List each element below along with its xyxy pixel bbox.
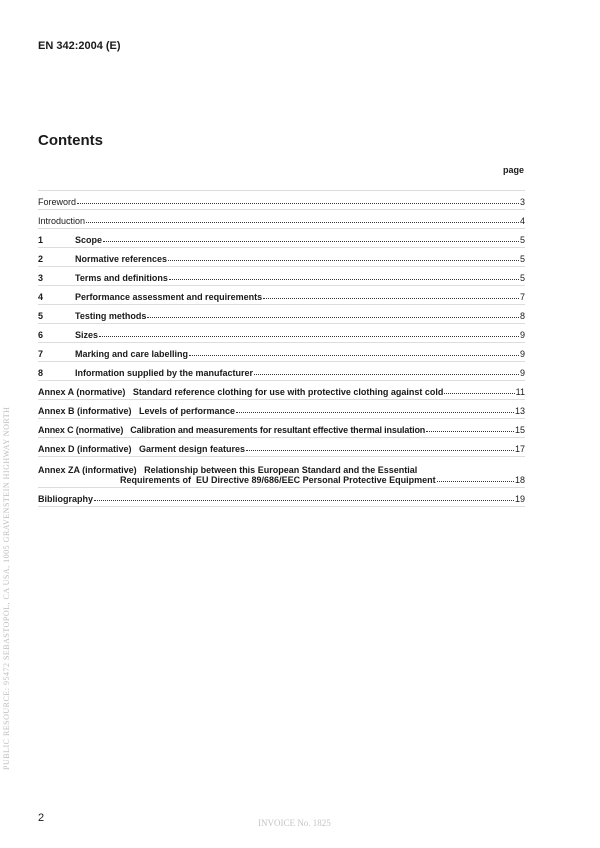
toc-entry-annex-za[interactable] — [38, 457, 525, 488]
toc-entry-introduction[interactable] — [38, 210, 525, 229]
toc-entry-label-line1: Annex ZA (informative) Relationship between this European Standard and the Essential — [38, 465, 418, 475]
toc-entry-page: 17 — [514, 444, 525, 454]
dot-leader — [86, 222, 519, 223]
dot-leader — [254, 374, 519, 375]
invoice-stamp: INVOICE No. 1825 — [258, 818, 331, 828]
toc-entry-label: Scope — [75, 235, 103, 245]
toc-entry-page: 13 — [514, 406, 525, 416]
page-column-label: page — [502, 165, 524, 175]
toc-entry-label: Normative references — [75, 254, 168, 264]
toc-entry-label: Information supplied by the manufacturer — [75, 368, 254, 378]
toc-entry-page: 18 — [514, 475, 525, 485]
dot-leader — [189, 355, 519, 356]
side-watermark: PUBLIC RESOURCE: 95472 SEBASTOPOL, CA USA, 1005 GRAVENSTEIN HIGHWAY NORTH — [2, 406, 11, 770]
toc-entry-performance-assessment[interactable] — [38, 286, 525, 305]
toc-entry-label: Performance assessment and requirements — [75, 292, 263, 302]
toc-entry-page: 9 — [519, 349, 525, 359]
toc-entry-page: 19 — [514, 494, 525, 504]
document-id: EN 342:2004 (E) — [38, 40, 121, 52]
toc-entry-page: 3 — [519, 197, 525, 207]
toc-entry-page: 4 — [519, 216, 525, 226]
toc-entry-page: 8 — [519, 311, 525, 321]
toc-entry-page: 9 — [519, 368, 525, 378]
dot-leader — [99, 336, 519, 337]
toc-entry-foreword[interactable] — [38, 190, 525, 210]
toc-entry-number: 2 — [38, 254, 44, 264]
toc-entry-label: Marking and care labelling — [75, 349, 189, 359]
toc-entry-page: 7 — [519, 292, 525, 302]
toc-entry-terms-and-definitions[interactable] — [38, 267, 525, 286]
dot-leader — [94, 500, 514, 501]
toc-entry-number: 5 — [38, 311, 44, 321]
toc-entry-number: 6 — [38, 330, 44, 340]
dot-leader — [236, 412, 514, 413]
toc-entry-label: Annex B (informative) Levels of performance — [38, 406, 236, 416]
dot-leader — [263, 298, 519, 299]
toc-entry-marking-and-care-labelling[interactable] — [38, 343, 525, 362]
table-of-contents — [38, 190, 525, 507]
toc-entry-label: Terms and definitions — [75, 273, 168, 283]
dot-leader — [147, 317, 519, 318]
toc-entry-page: 5 — [519, 273, 525, 283]
page-title: Contents — [38, 132, 103, 149]
toc-entry-testing-methods[interactable] — [38, 305, 525, 324]
toc-entry-label: Sizes — [75, 330, 99, 340]
dot-leader — [437, 481, 514, 482]
dot-leader — [103, 241, 519, 242]
toc-entry-scope[interactable] — [38, 229, 525, 248]
toc-entry-annex-c[interactable] — [38, 419, 525, 438]
toc-entry-page: 5 — [519, 254, 525, 264]
toc-entry-page: 11 — [515, 387, 525, 397]
toc-entry-normative-references[interactable] — [38, 248, 525, 267]
toc-entry-page: 5 — [519, 235, 525, 245]
dot-leader — [426, 431, 514, 432]
toc-entry-label: Testing methods — [75, 311, 147, 321]
toc-entry-label: Foreword — [38, 197, 77, 207]
dot-leader — [168, 260, 519, 261]
toc-entry-number: 7 — [38, 349, 44, 359]
toc-entry-number: 8 — [38, 368, 44, 378]
toc-entry-page: 15 — [514, 425, 525, 435]
toc-entry-annex-d[interactable] — [38, 438, 525, 457]
dot-leader — [77, 203, 519, 204]
toc-entry-page: 9 — [519, 330, 525, 340]
toc-entry-label-line2: Requirements of EU Directive 89/686/EEC Personal Protective Equipment — [120, 475, 436, 485]
toc-entry-label: Bibliography — [38, 494, 94, 504]
toc-entry-label: Annex C (normative) Calibration and measurements for resultant effective thermal insulation — [38, 425, 426, 435]
toc-entry-annex-b[interactable] — [38, 400, 525, 419]
toc-entry-annex-a[interactable] — [38, 381, 525, 400]
toc-entry-bibliography[interactable] — [38, 488, 525, 507]
toc-entry-information-supplied[interactable] — [38, 362, 525, 381]
toc-entry-sizes[interactable] — [38, 324, 525, 343]
toc-entry-label: Annex A (normative) Standard reference clothing for use with protective clothing against cold — [38, 387, 444, 397]
dot-leader — [169, 279, 519, 280]
toc-entry-number: 1 — [38, 235, 44, 245]
page-number: 2 — [38, 812, 45, 824]
dot-leader — [246, 450, 514, 451]
toc-entry-number: 3 — [38, 273, 44, 283]
toc-entry-number: 4 — [38, 292, 44, 302]
toc-entry-label: Annex D (informative) Garment design features — [38, 444, 246, 454]
toc-entry-label: Introduction — [38, 216, 86, 226]
dot-leader — [444, 393, 514, 394]
